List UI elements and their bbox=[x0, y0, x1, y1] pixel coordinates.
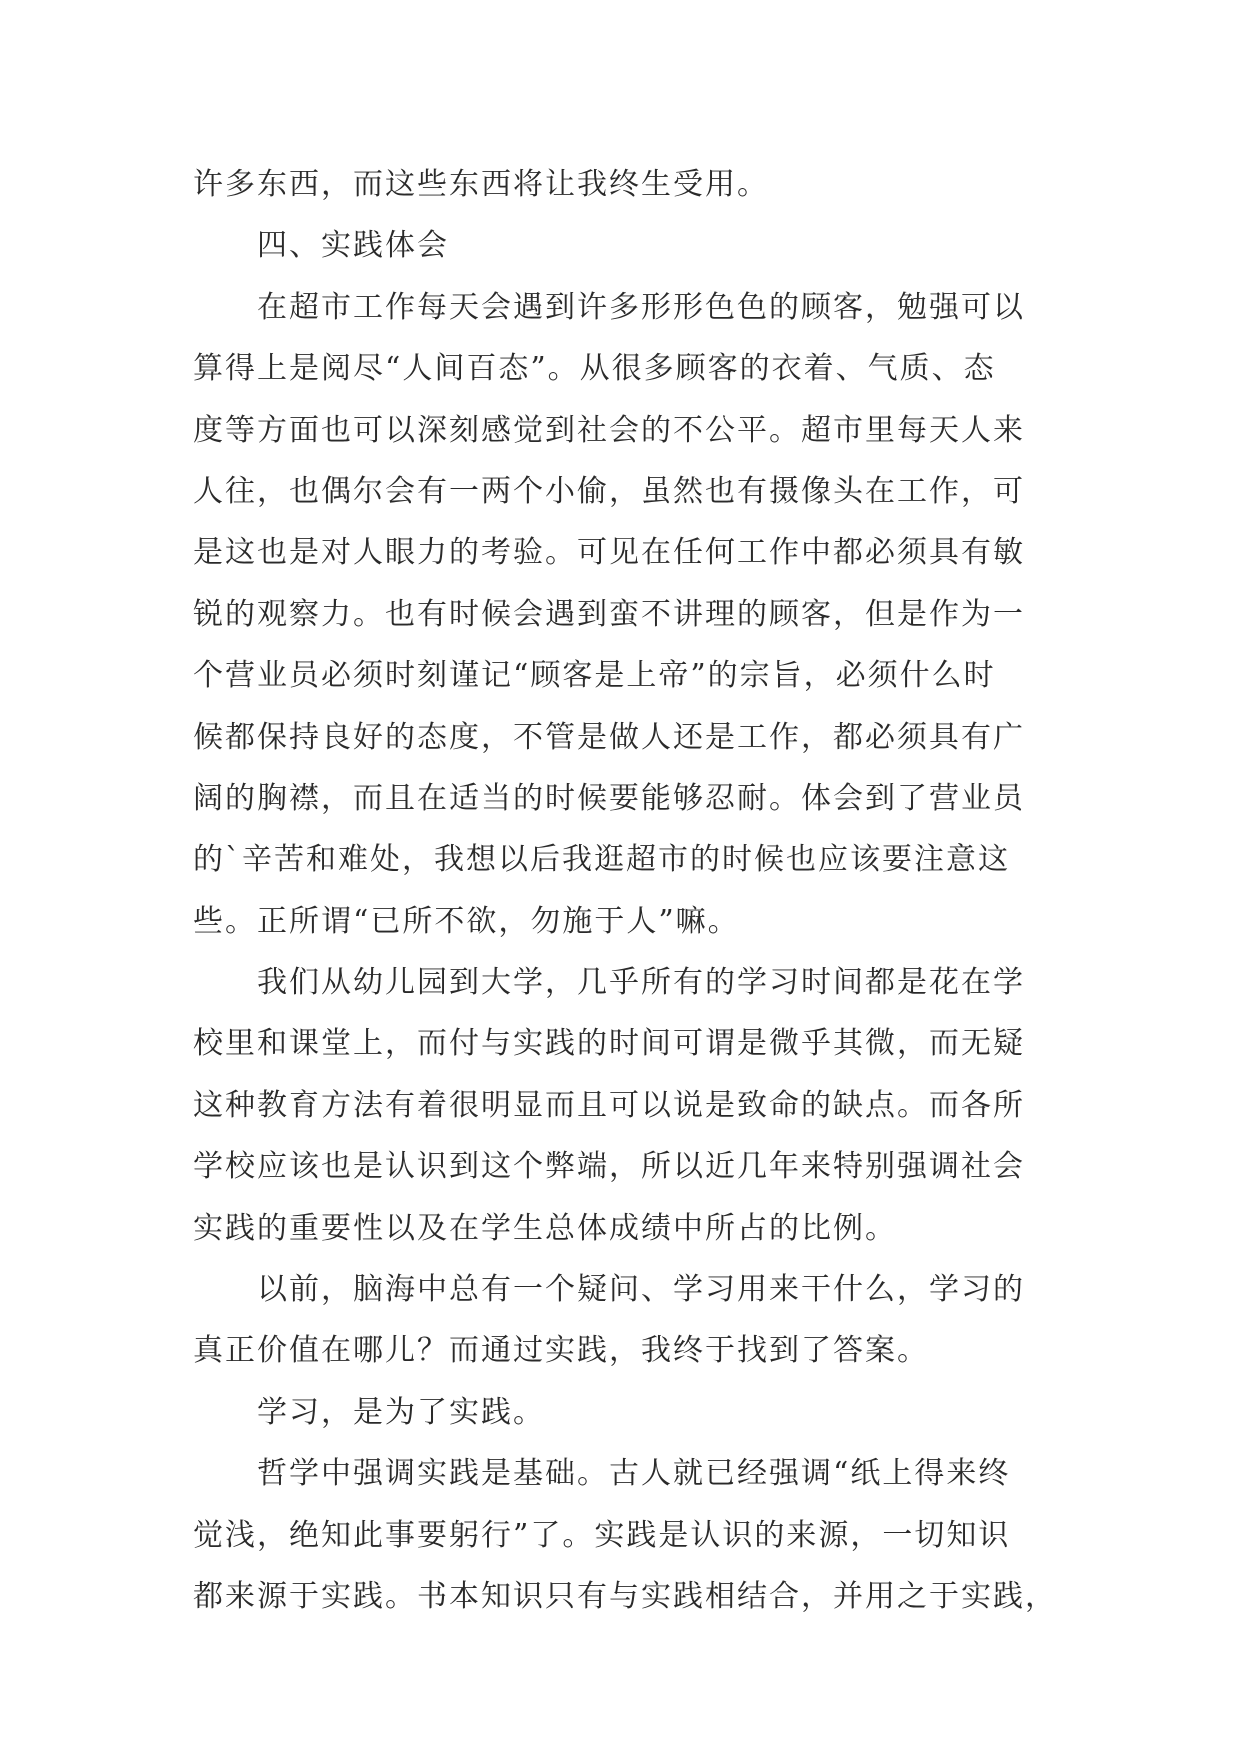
body-text bbox=[193, 154, 1057, 1627]
text-line: 算得上是阅尽“人间百态”。从很多顾客的衣着、气质、态 bbox=[193, 351, 996, 387]
text-line: 学校应该也是认识到这个弊端，所以近几年来特别强调社会 bbox=[193, 1149, 1025, 1185]
text-line: 都来源于实践。书本知识只有与实践相结合，并用之于实践， bbox=[193, 1578, 1057, 1614]
text-line: 阔的胸襟，而且在适当的时候要能够忍耐。体会到了营业员 bbox=[193, 780, 1025, 816]
text-line: 许多东西，而这些东西将让我终生受用。 bbox=[193, 167, 769, 202]
paragraph-first-line: 以前，脑海中总有一个疑问、学习用来干什么，学习的 bbox=[257, 1272, 1025, 1308]
text-line: 候都保持良好的态度，不管是做人还是工作，都必须具有广 bbox=[193, 719, 1025, 755]
paragraph-first-line: 学习，是为了实践。 bbox=[257, 1394, 545, 1430]
paragraph-first-line: 四、实践体会 bbox=[257, 228, 449, 264]
text-line: 真正价值在哪儿？而通过实践，我终于找到了答案。 bbox=[193, 1333, 929, 1369]
text-line: 觉浅，绝知此事要躬行”了。实践是认识的来源，一切知识 bbox=[193, 1517, 1011, 1553]
text-line: 人往，也偶尔会有一两个小偷，虽然也有摄像头在工作，可 bbox=[193, 473, 1025, 509]
text-line: 实践的重要性以及在学生总体成绩中所占的比例。 bbox=[193, 1210, 897, 1246]
text-line: 校里和课堂上，而付与实践的时间可谓是微乎其微，而无疑 bbox=[193, 1026, 1025, 1062]
text-line: 这种教育方法有着很明显而且可以说是致命的缺点。而各所 bbox=[193, 1087, 1025, 1123]
text-line: 是这也是对人眼力的考验。可见在任何工作中都必须具有敏 bbox=[193, 535, 1025, 571]
text-line: 些。正所谓“已所不欲，勿施于人”嘛。 bbox=[193, 903, 740, 939]
paragraph-first-line: 哲学中强调实践是基础。古人就已经强调“纸上得来终 bbox=[257, 1456, 1011, 1492]
text-line: 度等方面也可以深刻感觉到社会的不公平。超市里每天人来 bbox=[193, 412, 1025, 448]
text-line: 锐的观察力。也有时候会遇到蛮不讲理的顾客，但是作为一 bbox=[193, 596, 1025, 632]
paragraph-first-line: 在超市工作每天会遇到许多形形色色的顾客，勉强可以 bbox=[257, 289, 1025, 325]
text-line: 的`辛苦和难处，我想以后我逛超市的时候也应该要注意这 bbox=[193, 842, 1010, 878]
text-line: 个营业员必须时刻谨记“顾客是上帝”的宗旨，必须什么时 bbox=[193, 658, 996, 694]
paragraph-first-line: 我们从幼儿园到大学，几乎所有的学习时间都是花在学 bbox=[257, 965, 1025, 1001]
